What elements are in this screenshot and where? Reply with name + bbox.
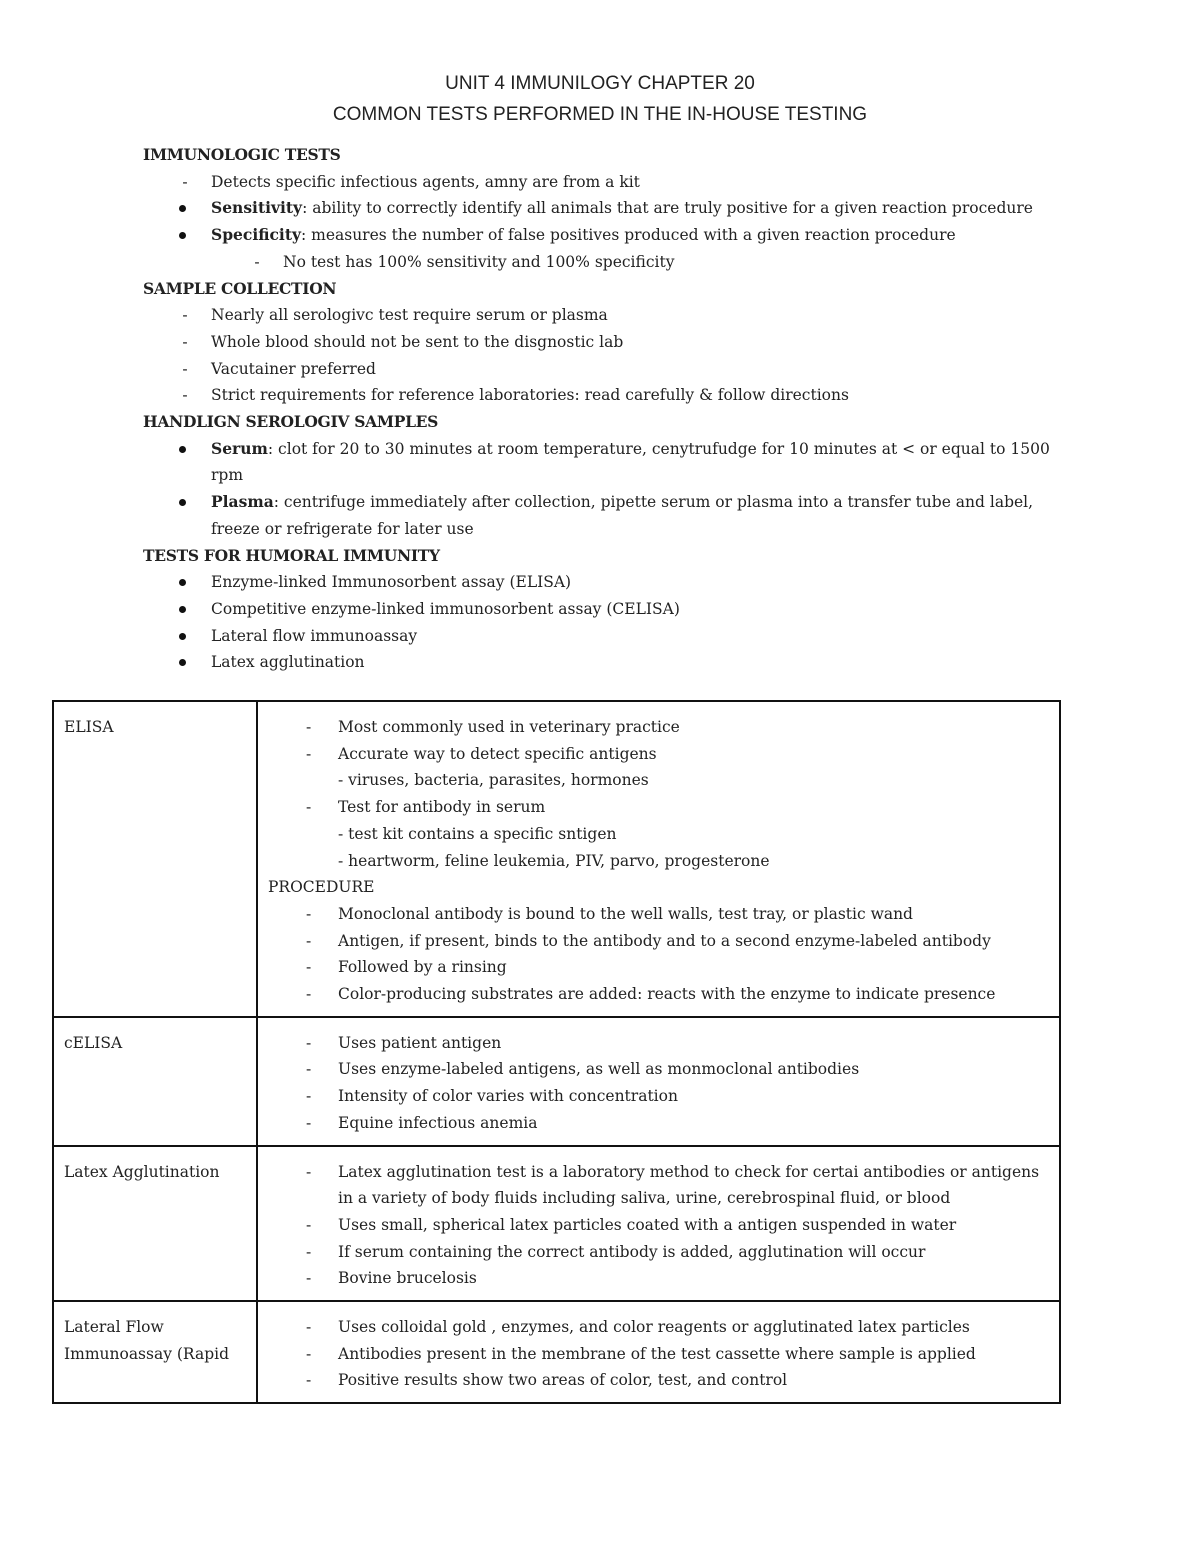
- list-item: - Positive results show two areas of color, test, and control: [306, 1371, 788, 1390]
- table-row-lateral-flow: [53, 1301, 1060, 1403]
- list-item: - Accurate way to detect specific antigens: [306, 744, 657, 763]
- list-item: - viruses, bacteria, parasites, hormones: [338, 771, 649, 790]
- list-item: - Antigen, if present, binds to the antibody and to a second enzyme-labeled antibody: [306, 931, 991, 950]
- bullet-dot-icon: [179, 499, 186, 506]
- bullet-dot-icon: [179, 659, 186, 666]
- bullet-dot-icon: [179, 446, 186, 453]
- list-item: - test kit contains a specific sntigen: [338, 824, 617, 843]
- list-item: - Test for antibody in serum: [306, 798, 546, 817]
- list-item: - Most commonly used in veterinary practice: [306, 718, 680, 736]
- dash-marker: -: [254, 252, 260, 271]
- list-item: - Monoclonal antibody is bound to the well walls, test tray, or plastic wand: [306, 904, 913, 923]
- dash-marker: -: [182, 306, 188, 325]
- humoral-list: [143, 569, 1063, 676]
- test-name-cell: Latex Agglutination: [53, 1146, 257, 1302]
- list-item: - Uses patient antigen: [306, 1033, 502, 1052]
- list-item: - If serum containing the correct antibody is added, agglutination will occur: [306, 1242, 926, 1261]
- bullet-dot-icon: [179, 205, 186, 212]
- list-item: Sensitivity: ability to correctly identify all animals that are truly positive for a given reaction procedure: [143, 195, 1063, 222]
- table-row-latex: [53, 1146, 1060, 1302]
- sample-list: [143, 302, 1063, 409]
- test-description-cell: [257, 1017, 1060, 1146]
- list-item: - No test has 100% sensitivity and 100% specificity: [143, 249, 1063, 276]
- list-item: Enzyme-linked Immunosorbent assay (ELISA): [143, 569, 1063, 596]
- notes-body: [143, 142, 1063, 676]
- list-item: Latex agglutination: [143, 649, 1063, 676]
- term-specificity: Specificity: [211, 225, 301, 245]
- list-item: - Bovine brucelosis: [306, 1269, 477, 1288]
- dash-marker: -: [182, 359, 188, 378]
- list-item: - Strict requirements for reference laboratories: read carefully & follow directions: [143, 382, 1063, 409]
- bullet-dot-icon: [179, 579, 186, 586]
- procedure-label: PROCEDURE: [268, 878, 375, 897]
- table-row-celisa: [53, 1017, 1060, 1146]
- list-item: in a variety of body fluids including saliva, urine, cerebrospinal fluid, or blood: [338, 1189, 951, 1208]
- section-heading-humoral: TESTS FOR HUMORAL IMMUNITY: [143, 545, 440, 565]
- list-item: - Equine infectious anemia: [306, 1113, 538, 1132]
- list-item: - Uses enzyme-labeled antigens, as well as monmoclonal antibodies: [306, 1060, 860, 1079]
- list-item: - Latex agglutination test is a laboratory method to check for certai antibodies or antigens: [306, 1162, 1040, 1181]
- title-line-2: COMMON TESTS PERFORMED IN THE IN-HOUSE TESTING: [332, 104, 868, 125]
- list-item: - heartworm, feline leukemia, PIV, parvo, progesterone: [338, 851, 770, 870]
- dash-marker: -: [182, 332, 188, 351]
- list-item: Competitive enzyme-linked immunosorbent assay (CELISA): [143, 596, 1063, 623]
- list-item: - Uses colloidal gold , enzymes, and color reagents or agglutinated latex particles: [306, 1318, 970, 1337]
- list-item: - Uses small, spherical latex particles coated with a antigen suspended in water: [306, 1215, 957, 1234]
- list-item: - Antibodies present in the membrane of the test cassette where sample is applied: [306, 1344, 976, 1363]
- list-item: Serum: clot for 20 to 30 minutes at room temperature, cenytrufudge for 10 minutes at < or equal to 1500 rpm: [143, 436, 1063, 489]
- term-plasma: Plasma: [211, 492, 274, 512]
- bullet-dot-icon: [179, 606, 186, 613]
- list-item: Specificity: measures the number of false positives produced with a given reaction procedure: [143, 222, 1063, 249]
- section-heading-sample: SAMPLE COLLECTION: [143, 278, 337, 298]
- list-item: - Detects specific infectious agents, amny are from a kit: [143, 169, 1063, 196]
- title-line-1: UNIT 4 IMMUNILOGY CHAPTER 20: [445, 73, 755, 94]
- list-item: Plasma: centrifuge immediately after collection, pipette serum or plasma into a transfer tube and label, freeze or refrigerate for later use: [143, 489, 1063, 542]
- bullet-dot-icon: [179, 232, 186, 239]
- test-name-cell: Lateral Flow Immunoassay (Rapid: [53, 1301, 257, 1403]
- list-item: - Vacutainer preferred: [143, 356, 1063, 383]
- tests-table: [52, 700, 1061, 1404]
- document-title: [0, 68, 1200, 130]
- test-name-cell: ELISA: [53, 701, 257, 1017]
- test-description-cell: [257, 1301, 1060, 1403]
- handling-list: [143, 436, 1063, 543]
- term-serum: Serum: [211, 438, 268, 458]
- section-heading-handling: HANDLIGN SEROLOGIV SAMPLES: [143, 412, 439, 432]
- list-item: - Intensity of color varies with concentration: [306, 1087, 678, 1106]
- table-row-elisa: [53, 701, 1060, 1017]
- list-item: - Color-producing substrates are added: reacts with the enzyme to indicate presence: [306, 985, 996, 1004]
- test-description-cell: [257, 1146, 1060, 1302]
- dash-marker: -: [182, 172, 188, 191]
- dash-marker: -: [182, 386, 188, 405]
- list-item: - Whole blood should not be sent to the disgnostic lab: [143, 329, 1063, 356]
- immunologic-list: [143, 169, 1063, 276]
- list-item: - Followed by a rinsing: [306, 958, 507, 977]
- section-heading-immunologic: IMMUNOLOGIC TESTS: [143, 145, 341, 164]
- test-name-cell: cELISA: [53, 1017, 257, 1146]
- bullet-dot-icon: [179, 633, 186, 640]
- term-sensitivity: Sensitivity: [211, 198, 303, 218]
- test-description-cell: [257, 701, 1060, 1017]
- list-item: - Nearly all serologivc test require serum or plasma: [143, 302, 1063, 329]
- list-item: Lateral flow immunoassay: [143, 623, 1063, 650]
